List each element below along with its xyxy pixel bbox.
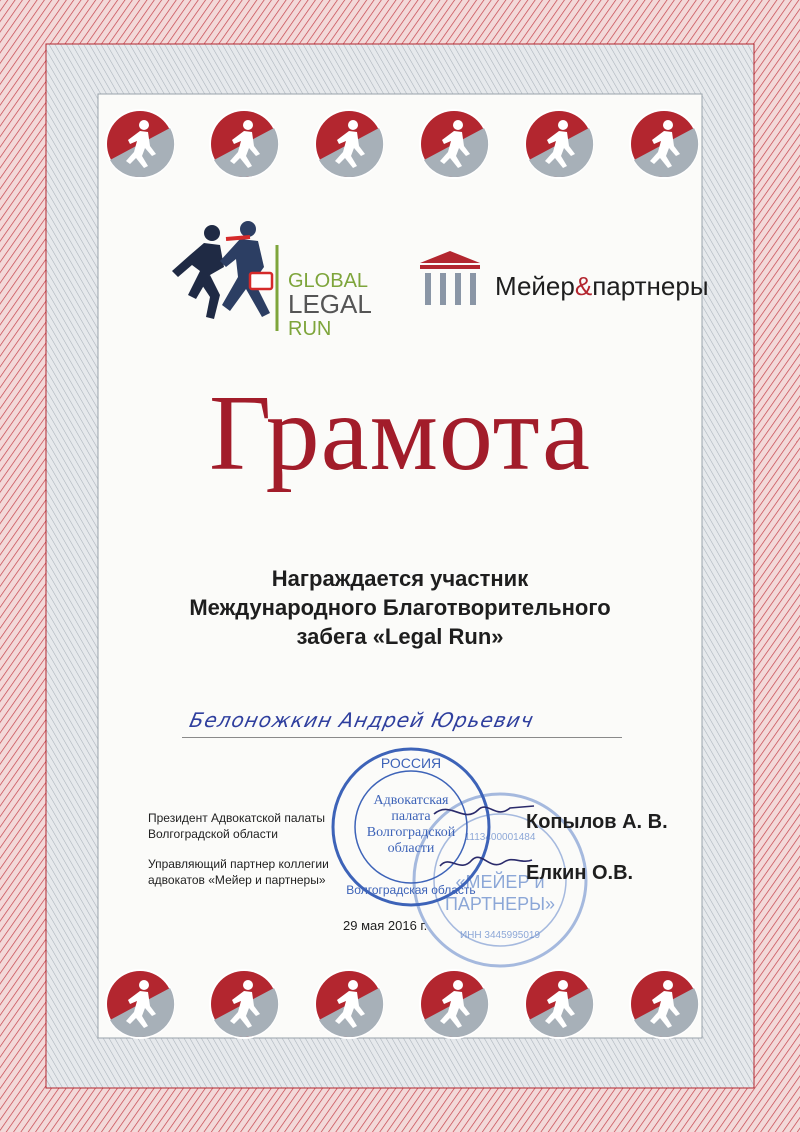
handwritten-signatures — [430, 794, 540, 884]
signature-role-1 — [148, 810, 408, 842]
logo-legal-text: LEGAL — [288, 289, 372, 319]
signer-name-2: Елкин О.В. — [526, 862, 634, 884]
global-legal-run-logo — [172, 221, 372, 340]
runner-medal-icon — [104, 968, 176, 1040]
logo-global-text: GLOBAL — [288, 270, 369, 292]
runner-medal-icon — [523, 108, 595, 180]
signature-role-2-line-1: Управляющий партнер коллегии — [148, 857, 329, 871]
recipient-name: Белоножкин Андрей Юрьевич — [187, 708, 537, 732]
svg-text:Волгоградской: Волгоградской — [366, 825, 456, 840]
svg-text:ИНН 3445995019: ИНН 3445995019 — [459, 930, 541, 941]
runner-medal-icon — [104, 108, 176, 180]
svg-text:области: области — [387, 841, 435, 856]
issue-date: 29 мая 2016 г. — [343, 918, 428, 933]
svg-text:«МЕЙЕР и: «МЕЙЕР и — [455, 872, 545, 892]
award-line-1: Награждается участник — [271, 566, 529, 591]
award-line-3: забега «Legal Run» — [296, 624, 504, 649]
svg-text:1113400001484: 1113400001484 — [464, 832, 536, 843]
recipient-line — [182, 737, 622, 738]
signature-role-1-line-1: Президент Адвокатской палаты — [148, 811, 326, 825]
certificate-title: Грамота — [209, 374, 591, 493]
meyer-partners-logo — [420, 251, 709, 305]
signature-role-1-line-2: Волгоградской области — [148, 827, 278, 842]
logo-run-text: RUN — [288, 318, 332, 340]
signature-role-2-line-2: адвокатов «Мейер и партнеры» — [148, 873, 326, 888]
runner-medal-icon — [628, 108, 700, 180]
award-line-2: Международного Благотворительного — [189, 595, 611, 620]
sponsor-logos — [150, 215, 709, 345]
runner-medal-icon — [208, 968, 280, 1040]
svg-text:палата: палата — [391, 809, 431, 824]
logo-meyer-text: Мейер&партнеры — [495, 271, 709, 301]
runner-medal-icon — [628, 968, 700, 1040]
svg-text:Адвокатская: Адвокатская — [373, 793, 449, 808]
svg-text:Волгоградская область: Волгоградская область — [346, 883, 476, 897]
runner-medal-icon — [313, 968, 385, 1040]
runner-medal-icon — [313, 108, 385, 180]
signature-role-2 — [148, 856, 408, 888]
signer-name-1: Копылов А. В. — [526, 811, 668, 833]
svg-text:ПАРТНЕРЫ»: ПАРТНЕРЫ» — [444, 894, 556, 914]
svg-text:РОССИЯ: РОССИЯ — [380, 755, 442, 771]
runner-medal-icon — [208, 108, 280, 180]
runner-medal-icon — [418, 108, 490, 180]
